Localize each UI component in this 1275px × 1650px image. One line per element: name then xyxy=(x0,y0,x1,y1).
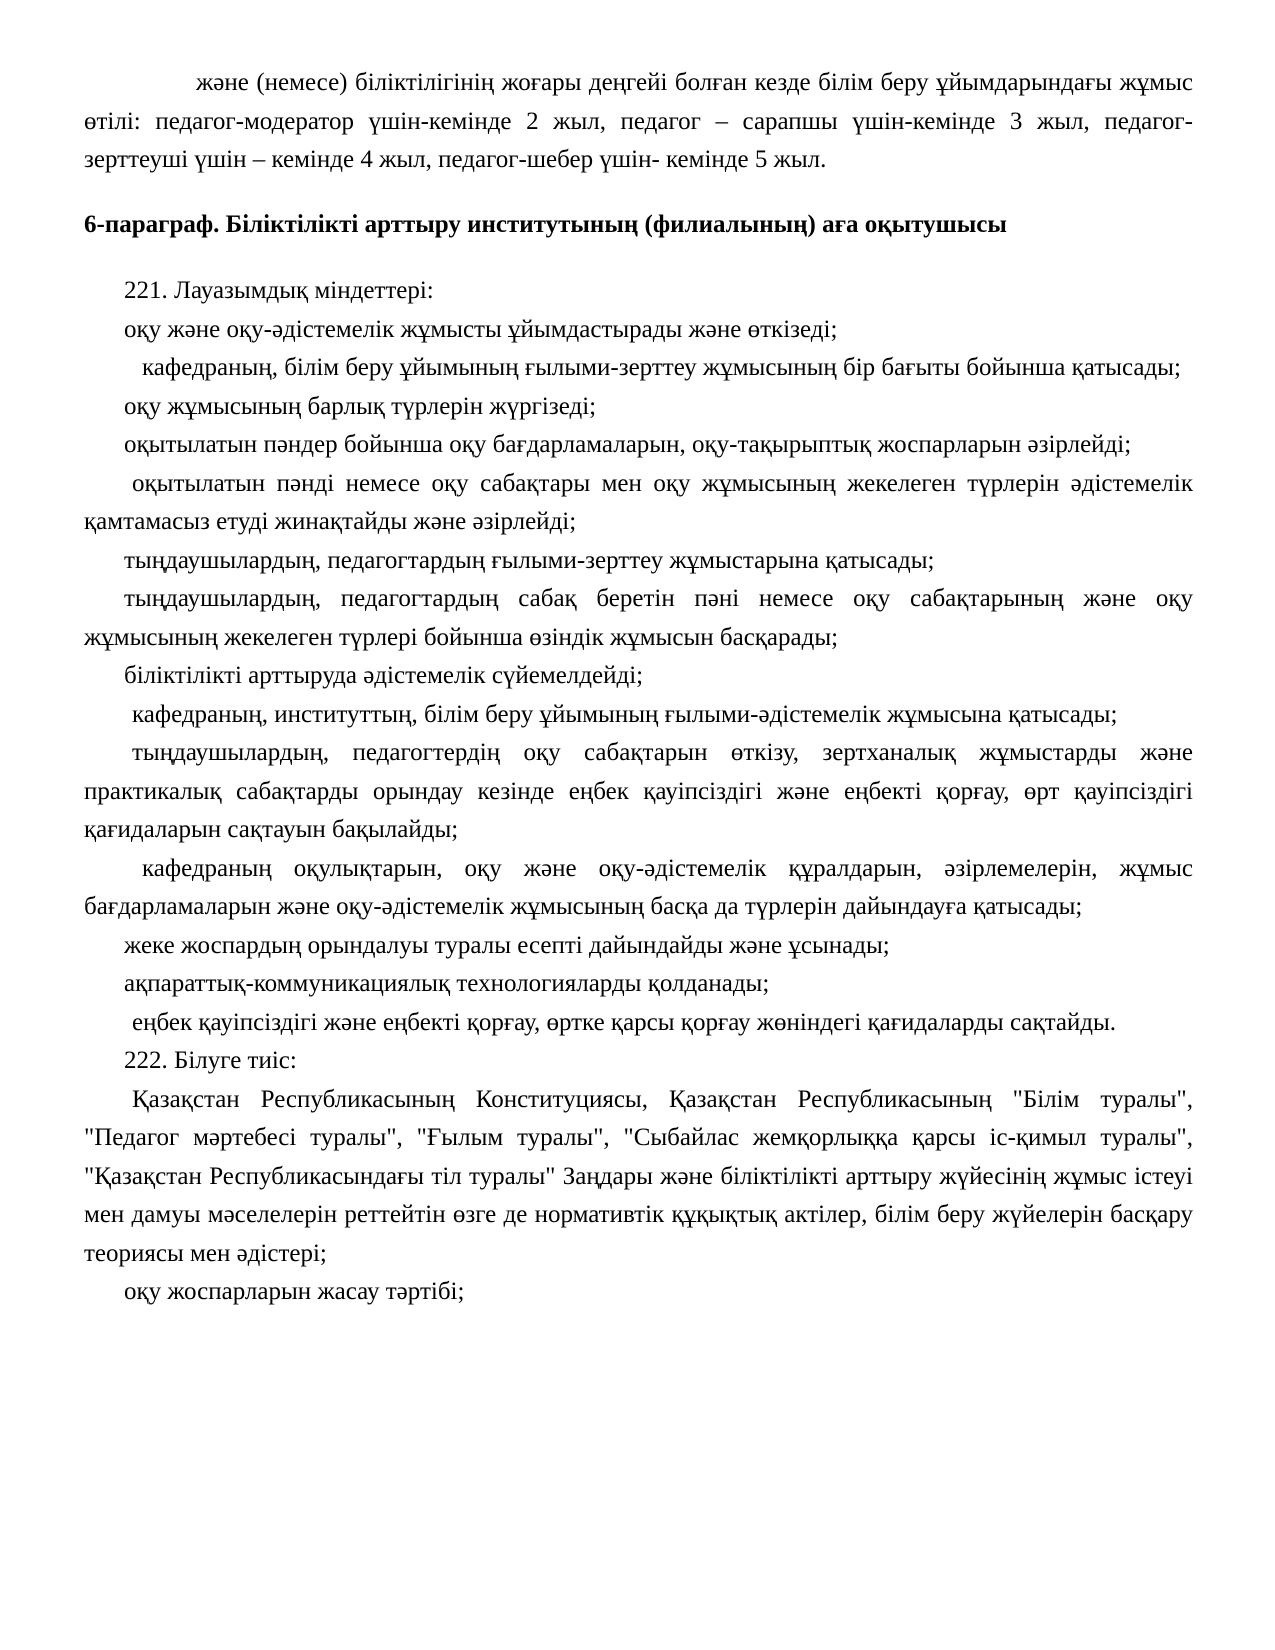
body-paragraph: оқытылатын пәндер бойынша оқу бағдарламаларын, оқу-тақырыптық жоспарларын әзірлейді; xyxy=(124,431,1132,458)
body-paragraph: тыңдаушылардың, педагогтардың сабақ беретін пәні немесе оқу сабақтарының және оқу жұмысының жекелеген түрлері бойынша өзіндік жұмысын басқарады; xyxy=(84,585,1193,651)
section-heading: 6-параграф. Біліктілікті арттыру институтының (филиалының) аға оқытушысы xyxy=(84,210,1007,238)
body-paragraph: 222. Білуге тиіс: xyxy=(124,1047,297,1074)
paragraph-list xyxy=(84,272,1193,1312)
body-paragraph: тыңдаушылардың, педагогтердің оқу сабақтарын өткізу, зертханалық жұмыстарды және практикалық сабақтарды орындау кезінде еңбек қауіпсіздігі және еңбекті қорғау, өрт қауіпсіздігі қағидаларын сақтауын бақылайды; xyxy=(84,739,1193,843)
intro-paragraph: және (немесе) біліктілігінің жоғары деңгейі болған кезде білім беру ұйымдарындағы жұмыс өтілі: педагог-модератор үшін-кемінде 2 жыл, педагог – сарапшы үшін-кемінде 3 жыл, педагог-зерттеуші үшін – кемінде 4 жыл, педагог-шебер үшін- кемінде 5 жыл. xyxy=(84,69,1193,173)
body-paragraph: еңбек қауіпсіздігі және еңбекті қорғау, өртке қарсы қорғау жөніндегі қағидаларды сақтайды. xyxy=(132,1008,1117,1036)
body-paragraph: оқытылатын пәнді немесе оқу сабақтары мен оқу жұмысының жекелеген түрлерін әдістемелік қамтамасыз етуді жинақтайды және әзірлейді; xyxy=(84,469,1193,535)
body-paragraph: кафедраның, институттың, білім беру ұйымының ғылыми-әдістемелік жұмысына қатысады; xyxy=(132,700,1118,728)
body-paragraph: ақпараттық-коммуникациялық технологияларды қолданады; xyxy=(124,970,770,997)
body-paragraph: жеке жоспардың орындалуы туралы есепті дайындайды және ұсынады; xyxy=(124,931,890,959)
body-paragraph: кафедраның, білім беру ұйымының ғылыми-зерттеу жұмысының бір бағыты бойынша қатысады; xyxy=(142,354,1181,381)
body-paragraph: тыңдаушылардың, педагогтардың ғылыми-зерттеу жұмыстарына қатысады; xyxy=(124,546,935,574)
body-paragraph: оқу жұмысының барлық түрлерін жүргізеді; xyxy=(124,392,597,420)
body-paragraph: Қазақстан Республикасының Конституциясы, Қазақстан Республикасының "Білім туралы", "Педагог мәртебесі туралы", "Ғылым туралы", "Сыбайлас жемқорлыққа қарсы іс-қимыл туралы", "Қазақстан Республикасындағы тіл туралы" Заңдары және біліктілікті арттыру жүйесінің жұмыс істеуі мен дамуы мәселелерін реттейтін өзге де нормативтік құқықтық актілер, білім беру жүйелерін басқару теориясы мен әдістері; xyxy=(84,1085,1193,1267)
body-paragraph: оқу және оқу-әдістемелік жұмысты ұйымдастырады және өткізеді; xyxy=(124,315,838,343)
body-paragraph: 221. Лауазымдық міндеттері: xyxy=(124,277,434,304)
body-paragraph: кафедраның оқулықтарын, оқу және оқу-әдістемелік құралдарын, әзірлемелерін, жұмыс бағдарламаларын және оқу-әдістемелік жұмысының басқа да түрлерін дайындауға қатысады; xyxy=(84,854,1193,920)
body-paragraph: оқу жоспарларын жасау тәртібі; xyxy=(124,1278,465,1305)
body-paragraph: біліктілікті арттыруда әдістемелік сүйемелдейді; xyxy=(124,662,644,689)
